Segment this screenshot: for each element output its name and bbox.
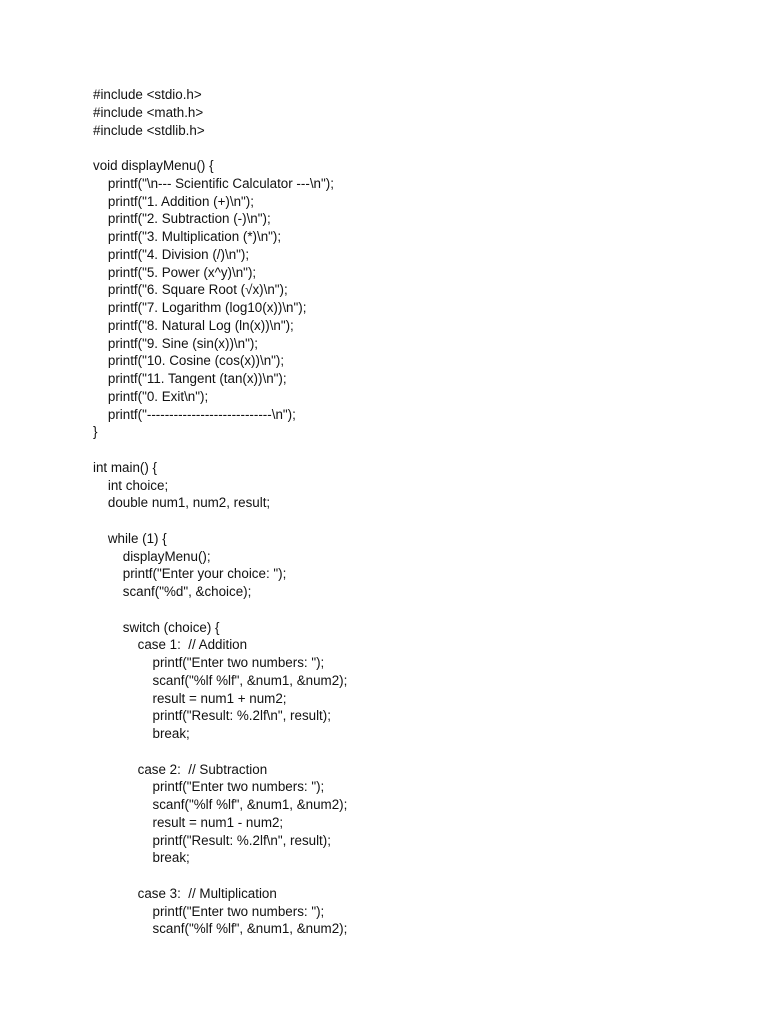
code-line: printf("11. Tangent (tan(x))\n"); [93, 371, 287, 386]
code-line: printf("10. Cosine (cos(x))\n"); [93, 353, 285, 369]
code-line: printf("Enter your choice: "); [93, 566, 287, 582]
code-line [93, 139, 347, 157]
code-line [93, 601, 347, 619]
code-line: printf("1. Addition (+)\n"); [93, 193, 254, 209]
code-line: printf("2. Subtraction (-)\n"); [93, 211, 271, 227]
code-line: printf("\n--- Scientific Calculator ---\n"); [93, 175, 334, 191]
code-line [93, 512, 347, 530]
code-line: printf("6. Square Root (√x)\n"); [93, 282, 288, 298]
code-line: printf("5. Power (x^y)\n"); [93, 264, 257, 280]
code-line: scanf("%lf %lf", &num1, &num2); [93, 672, 348, 688]
code-line: } [93, 424, 98, 440]
code-line: scanf("%lf %lf", &num1, &num2); [93, 797, 348, 812]
code-line: printf("----------------------------\n"); [93, 406, 296, 422]
code-line: int choice; [93, 477, 169, 493]
code-listing [93, 86, 347, 938]
code-line: printf("Enter two numbers: "); [93, 903, 325, 919]
code-line [93, 441, 347, 459]
code-line: int main() { [93, 459, 157, 475]
code-line: printf("7. Logarithm (log10(x))\n"); [93, 300, 307, 315]
code-line: switch (choice) { [93, 619, 220, 635]
code-line: #include <stdlib.h> [93, 122, 205, 138]
code-line: result = num1 - num2; [93, 814, 284, 830]
code-line [93, 743, 347, 761]
code-line: case 1: // Addition [93, 637, 248, 653]
code-line: printf("9. Sine (sin(x))\n"); [93, 335, 259, 351]
code-line [93, 867, 347, 885]
code-line: #include <math.h> [93, 104, 204, 120]
code-line: scanf("%d", &choice); [93, 584, 252, 599]
code-line: break; [93, 726, 190, 741]
code-line: printf("Result: %.2lf\n", result); [93, 708, 331, 724]
code-line: printf("Result: %.2lf\n", result); [93, 832, 331, 848]
code-line: printf("4. Division (/)\n"); [93, 246, 250, 262]
code-line: double num1, num2, result; [93, 495, 271, 511]
code-line: while (1) { [93, 530, 167, 546]
code-line: scanf("%lf %lf", &num1, &num2); [93, 921, 348, 937]
code-line: #include <stdio.h> [93, 87, 202, 102]
code-line: printf("8. Natural Log (ln(x))\n"); [93, 317, 294, 333]
code-line: result = num1 + num2; [93, 690, 287, 706]
code-line: printf("0. Exit\n"); [93, 388, 209, 404]
code-line: case 2: // Subtraction [93, 761, 268, 777]
code-line: printf("Enter two numbers: "); [93, 655, 325, 670]
code-line: printf("3. Multiplication (*)\n"); [93, 229, 282, 244]
code-line: printf("Enter two numbers: "); [93, 779, 325, 795]
code-line: void displayMenu() { [93, 158, 214, 173]
code-line: displayMenu(); [93, 548, 211, 564]
code-line: break; [93, 850, 190, 866]
code-line: case 3: // Multiplication [93, 885, 277, 901]
